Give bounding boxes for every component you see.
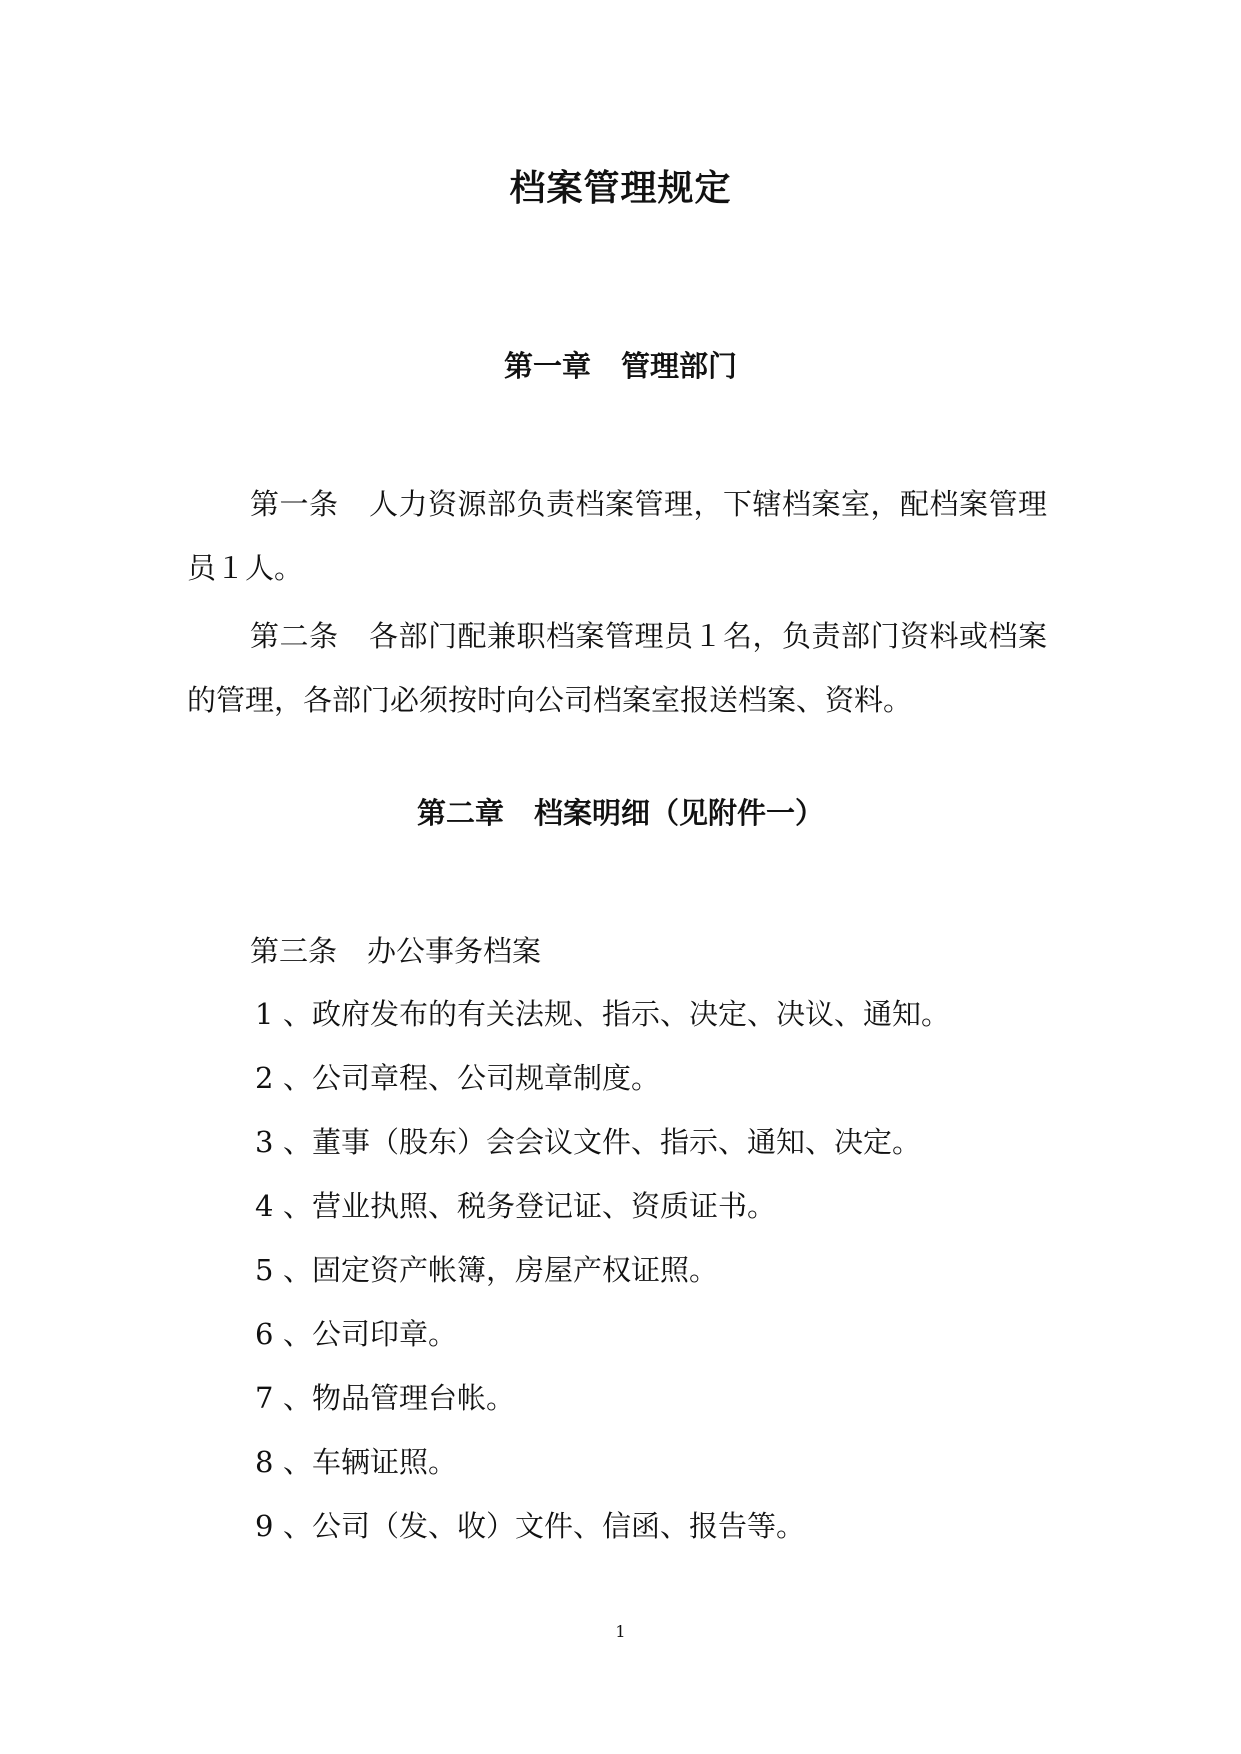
chapter-1-label: 第一章 (503, 349, 591, 383)
chapter-2-label: 第二章 (416, 796, 504, 830)
list-item-number: 5 (255, 1253, 274, 1287)
list-item (255, 1185, 950, 1249)
list-item (255, 993, 950, 1057)
list-item-text: 、公司印章。 (283, 1317, 458, 1351)
chapter-1-heading (0, 345, 1241, 387)
article-2-label: 第二条 (250, 619, 339, 653)
list-item-number: 4 (255, 1189, 274, 1223)
article-3 (250, 930, 541, 972)
chapter-2-heading (0, 792, 1241, 834)
list-item-text: 、公司（发、收）文件、信函、报告等。 (283, 1509, 806, 1543)
chapter-2-title: 档案明细（见附件一） (534, 796, 825, 830)
list-item (255, 1121, 950, 1185)
list-item-text: 、董事（股东）会会议文件、指示、通知、决定。 (283, 1125, 922, 1159)
article-3-text: 办公事务档案 (367, 934, 542, 968)
list-item (255, 1377, 950, 1441)
list-item-text: 、营业执照、税务登记证、资质证书。 (283, 1189, 777, 1223)
article-3-label: 第三条 (250, 934, 338, 968)
list-item-number: 8 (255, 1445, 274, 1479)
chapter-1-title: 管理部门 (621, 349, 738, 383)
list-item-text: 、政府发布的有关法规、指示、决定、决议、通知。 (283, 997, 951, 1031)
list-item-text: 、车辆证照。 (283, 1445, 458, 1479)
article-1 (187, 472, 1047, 600)
list-item-number: 3 (255, 1125, 274, 1159)
list-item (255, 1441, 950, 1505)
document-title: 档案管理规定 (509, 167, 732, 209)
list-item-number: 7 (255, 1381, 274, 1415)
list-item-number: 2 (255, 1061, 274, 1095)
list-item (255, 1505, 950, 1569)
list-item-text: 、物品管理台帐。 (283, 1381, 516, 1415)
article-1-label: 第一条 (250, 487, 339, 521)
list-item (255, 1249, 950, 1313)
list-item-text: 、固定资产帐簿，房屋产权证照。 (283, 1253, 719, 1287)
page-number: 1 (615, 1622, 626, 1641)
list-item-text: 、公司章程、公司规章制度。 (283, 1061, 661, 1095)
list-item-number: 9 (255, 1509, 274, 1543)
list-item-number: 6 (255, 1317, 274, 1351)
list-item (255, 1313, 950, 1377)
article-1-text: 人力资源部负责档案管理，下辖档案室，配档案管理员１人。 (187, 487, 1047, 585)
article-2-text: 各部门配兼职档案管理员１名，负责部门资料或档案的管理，各部门必须按时向公司档案室报送档案、资料。 (187, 619, 1047, 717)
list-item-number: 1 (255, 997, 274, 1031)
article-2 (187, 604, 1047, 732)
office-archive-list (255, 993, 950, 1569)
list-item (255, 1057, 950, 1121)
